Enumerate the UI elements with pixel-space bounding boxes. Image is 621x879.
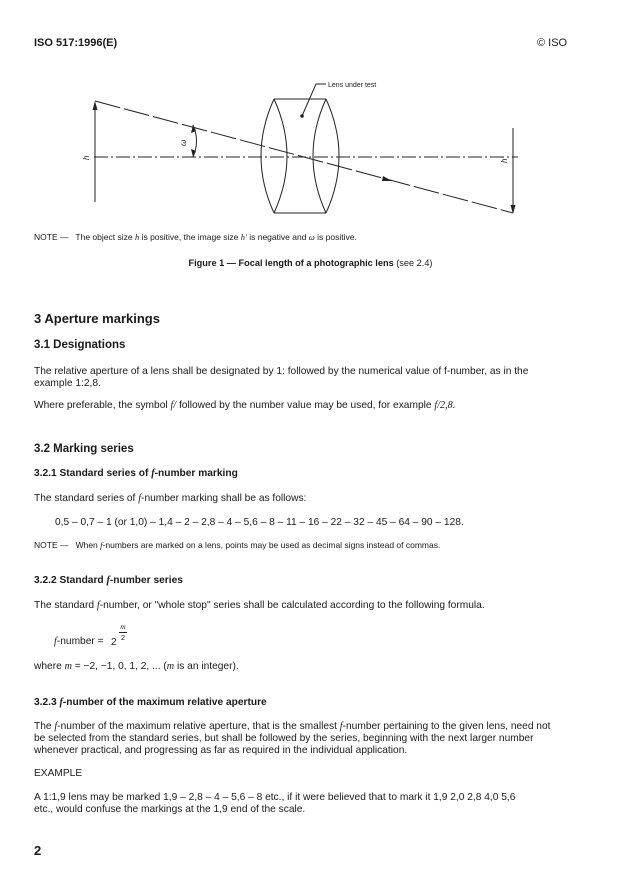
standard-id: ISO 517:1996(E) bbox=[34, 37, 118, 49]
lens-inner-left bbox=[274, 99, 287, 213]
example-label: EXAMPLE bbox=[34, 768, 83, 779]
section-3-2-2-heading: 3.2.2 Standard f-number series bbox=[34, 575, 183, 586]
image-height-symbol: h' bbox=[500, 157, 509, 163]
symbol-paragraph: Where preferable, the symbol f/ followed by the number value may be used, for example f/2,8. bbox=[34, 400, 456, 411]
angle-symbol: ω bbox=[179, 139, 188, 146]
figure-note: NOTE — The object size h is positive, the image size h' is negative and ω is positive. bbox=[34, 232, 357, 242]
focal-length-diagram bbox=[0, 0, 621, 230]
max-aperture-paragraph: The f-number of the maximum relative aperture, that is the smallest f-number pertaining to the given lens, need not be selected from the standard series, but shall be followed by the series, beginning with the next larger number whenever practical, and progressing as far as required in the individual application. bbox=[34, 721, 551, 757]
ray-arrowhead bbox=[382, 176, 392, 181]
formula-exponent-denominator: 2 bbox=[120, 633, 126, 642]
lens-left-surface bbox=[261, 99, 274, 213]
example-paragraph: A 1:1,9 lens may be marked 1,9 – 2,8 – 4 – 5,6 – 8 etc., if it were believed that to mark it 1,9 2,0 2,8 4,0 5,6 etc., would confuse the markings at the 1,9 end of the scale. bbox=[34, 792, 516, 816]
standard-series: 0,5 – 0,7 – 1 (or 1,0) – 1,4 – 2 – 2,8 – 4 – 5,6 – 8 – 11 – 16 – 22 – 32 – 45 – 64 – 90 – 128. bbox=[55, 517, 464, 528]
formula-base: 2 bbox=[111, 637, 117, 648]
copyright: © ISO bbox=[537, 37, 568, 49]
lens-inner-right bbox=[313, 99, 326, 213]
callout-leader bbox=[302, 84, 326, 116]
lens-right-surface bbox=[326, 99, 339, 213]
designation-paragraph: The relative aperture of a lens shall be designated by 1: followed by the numerical value of f-number, as in the example 1:2,8. bbox=[34, 366, 529, 390]
formula-where: where m = −2, −1, 0, 1, 2, ... (m is an integer). bbox=[34, 661, 239, 672]
section-3-2-1-heading: 3.2.1 Standard series of f-number marking bbox=[34, 468, 238, 479]
section-3-1-heading: 3.1 Designations bbox=[34, 339, 126, 351]
section-3-heading: 3 Aperture markings bbox=[34, 311, 160, 326]
whole-stop-intro: The standard f-number, or "whole stop" series shall be calculated according to the following formula. bbox=[34, 600, 485, 611]
series-intro: The standard series of f-number marking shall be as follows: bbox=[34, 493, 307, 504]
callout-label: Lens under test bbox=[328, 82, 377, 89]
formula-exponent-numerator: m bbox=[120, 622, 126, 631]
page-number: 2 bbox=[34, 843, 42, 858]
formula-lhs: f-number = bbox=[54, 636, 104, 647]
section-3-2-heading: 3.2 Marking series bbox=[34, 443, 134, 455]
series-note: NOTE — When f-numbers are marked on a lens, points may be used as decimal signs instead of commas. bbox=[34, 540, 441, 550]
figure-caption: Figure 1 — Focal length of a photographic lens (see 2.4) bbox=[188, 258, 433, 268]
object-height-symbol: h bbox=[82, 155, 91, 160]
object-arrowhead-up bbox=[93, 101, 98, 110]
section-3-2-3-heading: 3.2.3 f-number of the maximum relative aperture bbox=[34, 697, 267, 708]
